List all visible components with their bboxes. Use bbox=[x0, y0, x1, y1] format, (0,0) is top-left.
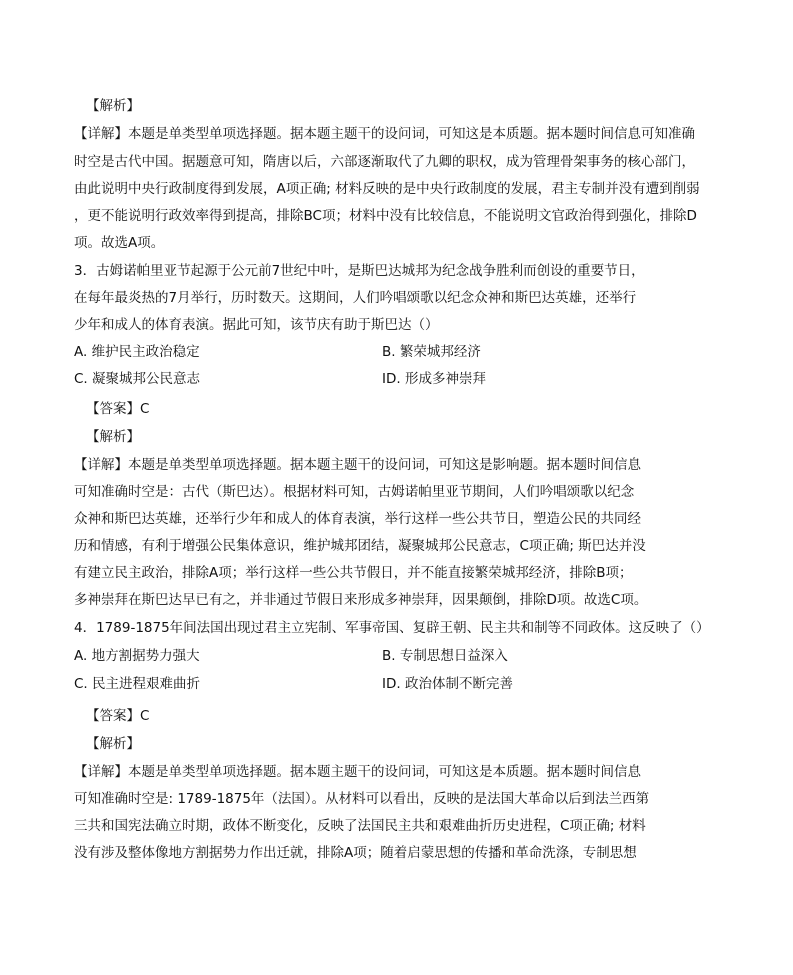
analysis-heading: 【解析】 bbox=[86, 736, 140, 752]
detail-line: 时空是古代中国。据题意可知，隋唐以后，六部逐渐取代了九卿的职权，成为管理骨架事务的核心部门， bbox=[74, 154, 695, 170]
question-3-stem: 少年和成人的体育表演。据此可知，该节庆有助于斯巴达（） bbox=[74, 317, 439, 333]
question-3-stem: 在每年最炎热的7月举行，历时数天。这期间，人们吟唱颂歌以纪念众神和斯巴达英雄，还举行 bbox=[74, 290, 637, 306]
question-4-option-b: B. 专制思想日益深入 bbox=[382, 648, 508, 664]
question-3-option-a: A. 维护民主政治稳定 bbox=[74, 344, 200, 360]
detail-line: 【详解】本题是单类型单项选择题。据本题主题干的设问词，可知这是影响题。据本题时间信息 bbox=[74, 457, 641, 473]
detail-line: 可知准确时空是: 1789-1875年（法国）。从材料可以看出，反映的是法国大革命以后到法兰西第 bbox=[74, 791, 650, 807]
detail-line: 多神崇拜在斯巴达早已有之，并非通过节假日来形成多神崇拜，因果颠倒，排除D项。故选C项。 bbox=[74, 592, 648, 608]
detail-line: 可知准确时空是：古代（斯巴达）。根据材料可知，古姆诺帕里亚节期间，人们吟唱颂歌以纪念 bbox=[74, 484, 635, 500]
question-3-option-d: ID. 形成多神崇拜 bbox=[382, 371, 486, 387]
analysis-heading: 【解析】 bbox=[86, 98, 140, 114]
detail-line: 项。故选A项。 bbox=[74, 235, 165, 251]
detail-line: 有建立民主政治，排除A项；举行这样一些公共节假日，并不能直接繁荣城邦经济，排除B项； bbox=[74, 565, 633, 581]
question-4-option-a: A. 地方割据势力强大 bbox=[74, 648, 200, 664]
question-3-answer: 【答案】C bbox=[86, 401, 150, 417]
detail-line: ，更不能说明行政效率得到提高，排除BC项；材料中没有比较信息，不能说明文官政治得到强化，排除D bbox=[74, 208, 697, 224]
detail-line: 没有涉及整体像地方割据势力作出迁就，排除A项；随着启蒙思想的传播和革命洗涤，专制思想 bbox=[74, 845, 637, 861]
detail-line: 【详解】本题是单类型单项选择题。据本题主题干的设问词，可知这是本质题。据本题时间信息可知准确 bbox=[74, 126, 695, 142]
question-4-answer: 【答案】C bbox=[86, 708, 150, 724]
question-4-stem: 4．1789-1875年间法国出现过君主立宪制、军事帝国、复辟王朝、民主共和制等不同政体。这反映了（） bbox=[74, 620, 710, 636]
question-4-option-d: ID. 政治体制不断完善 bbox=[382, 676, 513, 692]
question-3-option-c: C. 凝聚城邦公民意志 bbox=[74, 371, 201, 387]
analysis-heading: 【解析】 bbox=[86, 429, 140, 445]
detail-line: 由此说明中央行政制度得到发展，A项正确; 材料反映的是中央行政制度的发展，君主专制并没有遭到削弱 bbox=[74, 181, 700, 197]
detail-line: 历和情感，有利于增强公民集体意识，维护城邦团结，凝聚城邦公民意志，C项正确; 斯巴达并没 bbox=[74, 538, 646, 554]
question-4-option-c: C. 民主进程艰难曲折 bbox=[74, 676, 201, 692]
detail-line: 三共和国宪法确立时期，政体不断变化，反映了法国民主共和艰难曲折历史进程，C项正确; 材料 bbox=[74, 818, 646, 834]
detail-line: 众神和斯巴达英雄，还举行少年和成人的体育表演，举行这样一些公共节日，塑造公民的共同经 bbox=[74, 511, 641, 527]
question-3-stem: 3．古姆诺帕里亚节起源于公元前7世纪中叶，是斯巴达城邦为纪念战争胜利而创设的重要节日， bbox=[74, 263, 645, 279]
detail-line: 【详解】本题是单类型单项选择题。据本题主题干的设问词，可知这是本质题。据本题时间信息 bbox=[74, 764, 641, 780]
question-3-option-b: B. 繁荣城邦经济 bbox=[382, 344, 481, 360]
